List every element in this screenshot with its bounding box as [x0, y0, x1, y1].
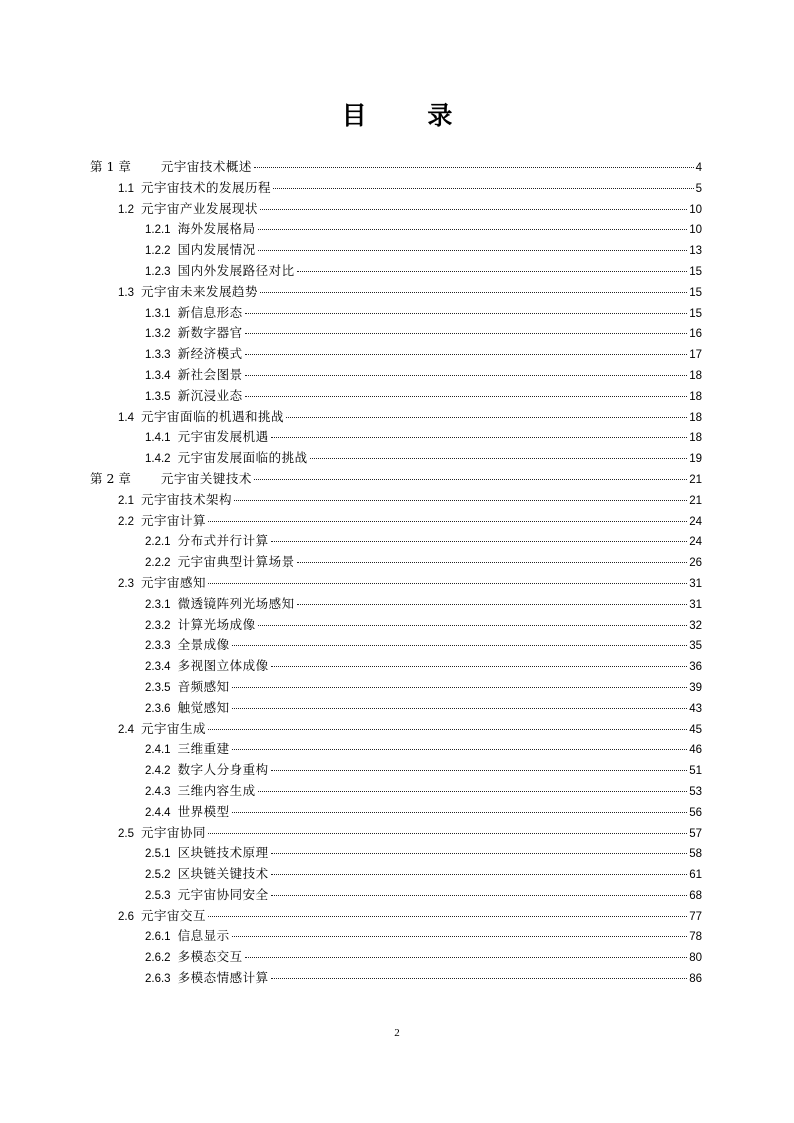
toc-entry[interactable]	[90, 615, 702, 636]
dot-leader	[273, 188, 694, 189]
toc-entry-number: 2.3.5	[145, 681, 171, 694]
toc-entry-number: 1.2.1	[145, 224, 171, 237]
toc-entry[interactable]	[90, 531, 702, 552]
toc-entry-title: 元宇宙技术的发展历程	[141, 179, 272, 195]
toc-entry-page: 15	[689, 265, 702, 278]
dot-leader	[245, 957, 688, 958]
dot-leader	[232, 708, 688, 709]
toc-entry-title: 元宇宙典型计算场景	[177, 554, 295, 570]
dot-leader	[258, 229, 688, 230]
toc-entry-title: 世界模型	[177, 803, 230, 819]
toc-entry-number: 2.3.1	[145, 598, 171, 611]
toc-entry-number: 2.3.4	[145, 661, 171, 674]
dot-leader	[297, 271, 688, 272]
toc-entry[interactable]	[90, 552, 702, 573]
toc-entry[interactable]	[90, 178, 702, 199]
page-number: 2	[394, 1027, 400, 1039]
dot-leader	[208, 833, 687, 834]
toc-entry[interactable]	[90, 282, 702, 303]
toc-entry[interactable]	[90, 802, 702, 823]
toc-entry-number: 2.4.1	[145, 744, 171, 757]
dot-leader	[271, 874, 688, 875]
dot-leader	[245, 354, 688, 355]
toc-entry-number: 1.3.1	[145, 307, 171, 320]
toc-entry-number: 2.5.3	[145, 889, 171, 902]
table-of-contents	[90, 157, 702, 989]
toc-entry-title: 分布式并行计算	[177, 533, 269, 549]
dot-leader	[245, 313, 688, 314]
toc-entry-number: 2.2	[118, 515, 134, 528]
toc-entry[interactable]	[90, 781, 702, 802]
toc-entry-title: 微透镜阵列光场感知	[177, 595, 295, 611]
toc-entry-number: 2.4.2	[145, 765, 171, 778]
toc-entry-page: 61	[689, 869, 702, 882]
toc-entry-title: 元宇宙技术概述	[160, 159, 252, 174]
toc-entry-number: 1.3.5	[145, 390, 171, 403]
dot-leader	[245, 333, 688, 334]
dot-leader	[271, 853, 688, 854]
dot-leader	[297, 562, 688, 563]
dot-leader	[260, 292, 687, 293]
toc-entry-page: 5	[695, 182, 702, 195]
toc-entry[interactable]	[90, 199, 702, 220]
toc-entry-page: 45	[689, 723, 702, 736]
toc-entry[interactable]	[90, 469, 702, 490]
toc-entry-page: 19	[689, 453, 702, 466]
toc-entry-number: 1.4.1	[145, 432, 171, 445]
toc-entry-title: 触觉感知	[177, 699, 230, 715]
toc-entry-title: 新经济模式	[177, 346, 243, 362]
dot-leader	[232, 749, 688, 750]
dot-leader	[271, 666, 688, 667]
dot-leader	[271, 437, 688, 438]
dot-leader	[271, 541, 688, 542]
toc-entry-title: 元宇宙未来发展趋势	[141, 283, 259, 299]
toc-entry-title: 元宇宙发展面临的挑战	[177, 450, 308, 466]
toc-entry-title: 新沉浸业态	[177, 387, 243, 403]
toc-entry-number: 1.3.4	[145, 369, 171, 382]
toc-entry-title: 三维重建	[177, 741, 230, 757]
toc-entry-title: 元宇宙产业发展现状	[141, 200, 259, 216]
dot-leader	[254, 479, 687, 480]
toc-entry-title: 数字人分身重构	[177, 762, 269, 778]
toc-entry-title: 元宇宙技术架构	[141, 491, 233, 507]
toc-entry-page: 39	[689, 681, 702, 694]
dot-leader	[232, 936, 688, 937]
toc-entry-page: 15	[689, 286, 702, 299]
toc-entry-title: 国内外发展路径对比	[177, 262, 295, 278]
toc-entry[interactable]	[90, 365, 702, 386]
toc-entry-number: 2.6	[118, 910, 134, 923]
toc-entry[interactable]	[90, 407, 702, 428]
toc-entry-number: 1.4	[118, 411, 134, 424]
toc-entry-title: 音频感知	[177, 678, 230, 694]
toc-entry-number: 1.3.2	[145, 328, 171, 341]
toc-entry-title: 计算光场成像	[177, 616, 256, 632]
toc-entry[interactable]	[90, 490, 702, 511]
toc-entry[interactable]	[90, 677, 702, 698]
toc-entry-title: 元宇宙关键技术	[160, 470, 252, 486]
toc-entry-title: 三维内容生成	[177, 782, 256, 798]
toc-entry-number: 2.2.1	[145, 536, 171, 549]
dot-leader	[286, 417, 687, 418]
toc-entry[interactable]	[90, 448, 702, 469]
dot-leader	[232, 812, 688, 813]
toc-entry[interactable]	[90, 926, 702, 947]
dot-leader	[234, 500, 687, 501]
toc-entry[interactable]	[90, 261, 702, 282]
toc-entry-page: 21	[689, 494, 702, 507]
toc-entry-page: 86	[689, 973, 702, 986]
toc-entry-number: 2.2.2	[145, 557, 171, 570]
toc-entry-title: 元宇宙计算	[141, 512, 207, 528]
toc-entry-number: 1.4.2	[145, 453, 171, 466]
dot-leader	[258, 250, 688, 251]
toc-entry-number: 1.3	[118, 286, 134, 299]
toc-entry-page: 16	[689, 328, 702, 341]
toc-entry[interactable]	[90, 157, 702, 178]
toc-entry-page: 26	[689, 557, 702, 570]
toc-entry[interactable]	[90, 386, 702, 407]
dot-leader	[297, 604, 688, 605]
toc-entry-page: 31	[689, 598, 702, 611]
toc-entry-page: 56	[689, 806, 702, 819]
toc-entry-page: 31	[689, 577, 702, 590]
toc-entry-number: 1.3.3	[145, 349, 171, 362]
toc-entry-number: 2.4.4	[145, 806, 171, 819]
dot-leader	[208, 521, 687, 522]
toc-entry-page: 15	[689, 307, 702, 320]
toc-entry-page: 10	[689, 203, 702, 216]
toc-entry-title: 新社会图景	[177, 366, 243, 382]
toc-entry-number: 2.3	[118, 577, 134, 590]
toc-entry[interactable]	[90, 573, 702, 594]
toc-entry-page: 80	[689, 952, 702, 965]
dot-leader	[232, 687, 688, 688]
toc-entry-number: 2.1	[118, 494, 134, 507]
toc-entry-number: 2.3.6	[145, 702, 171, 715]
toc-entry-page: 4	[695, 162, 702, 174]
toc-entry-title: 元宇宙交互	[141, 907, 207, 923]
toc-entry-number: 2.5.2	[145, 869, 171, 882]
toc-entry[interactable]	[90, 219, 702, 240]
dot-leader	[245, 396, 688, 397]
toc-entry-title: 元宇宙生成	[141, 720, 207, 736]
toc-entry-number: 1.2	[118, 203, 134, 216]
toc-entry-number: 第 2 章	[90, 470, 131, 486]
toc-entry[interactable]	[90, 843, 702, 864]
toc-entry-page: 21	[689, 473, 702, 486]
dot-leader	[260, 209, 687, 210]
toc-entry-number: 2.6.1	[145, 931, 171, 944]
toc-entry[interactable]	[90, 594, 702, 615]
toc-entry[interactable]	[90, 739, 702, 760]
toc-entry-page: 18	[689, 411, 702, 424]
toc-entry-page: 24	[689, 515, 702, 528]
dot-leader	[271, 978, 688, 979]
toc-entry-title: 多视图立体成像	[177, 658, 269, 674]
dot-leader	[310, 458, 688, 459]
toc-entry-title: 多模态交互	[177, 949, 243, 965]
dot-leader	[208, 916, 687, 917]
toc-entry[interactable]	[90, 760, 702, 781]
toc-entry[interactable]	[90, 968, 702, 989]
toc-entry-page: 68	[689, 889, 702, 902]
toc-entry-title: 信息显示	[177, 928, 230, 944]
toc-entry-page: 18	[689, 432, 702, 445]
toc-entry[interactable]	[90, 427, 702, 448]
toc-entry[interactable]	[90, 947, 702, 968]
toc-entry-page: 58	[689, 848, 702, 861]
dot-leader	[232, 645, 688, 646]
toc-entry-page: 10	[689, 224, 702, 237]
toc-entry[interactable]	[90, 885, 702, 906]
toc-entry-title: 元宇宙协同安全	[177, 886, 269, 902]
toc-entry-number: 2.6.3	[145, 973, 171, 986]
toc-entry[interactable]	[90, 323, 702, 344]
toc-entry-number: 1.2.3	[145, 265, 171, 278]
toc-entry-title: 区块链技术原理	[177, 845, 269, 861]
toc-entry-number: 第 1 章	[90, 159, 131, 174]
dot-leader	[208, 729, 687, 730]
toc-entry-number: 2.4.3	[145, 785, 171, 798]
toc-entry-number: 1.2.2	[145, 245, 171, 258]
toc-entry[interactable]	[90, 906, 702, 927]
toc-entry-title: 元宇宙面临的机遇和挑战	[141, 408, 285, 424]
toc-entry[interactable]	[90, 698, 702, 719]
toc-entry-title: 元宇宙感知	[141, 574, 207, 590]
toc-entry-title: 元宇宙协同	[141, 824, 207, 840]
dot-leader	[258, 791, 688, 792]
dot-leader	[271, 770, 688, 771]
toc-entry-page: 43	[689, 702, 702, 715]
toc-entry-number: 2.5	[118, 827, 134, 840]
toc-entry-title: 新信息形态	[177, 304, 243, 320]
page-title: 目 录	[341, 101, 479, 130]
toc-entry-number: 1.1	[118, 182, 134, 195]
toc-entry-page: 36	[689, 661, 702, 674]
toc-entry[interactable]	[90, 656, 702, 677]
dot-leader	[254, 167, 694, 168]
toc-entry-title: 多模态情感计算	[177, 970, 269, 986]
toc-entry-page: 77	[689, 910, 702, 923]
toc-entry[interactable]	[90, 635, 702, 656]
toc-entry-page: 35	[689, 640, 702, 653]
toc-entry-title: 国内发展情况	[177, 242, 256, 258]
toc-entry[interactable]	[90, 864, 702, 885]
toc-entry-page: 24	[689, 536, 702, 549]
toc-entry-number: 2.6.2	[145, 952, 171, 965]
toc-entry-page: 51	[689, 765, 702, 778]
toc-entry-page: 46	[689, 744, 702, 757]
toc-entry-page: 53	[689, 785, 702, 798]
toc-entry[interactable]	[90, 303, 702, 324]
toc-entry-page: 17	[689, 349, 702, 362]
toc-entry-number: 2.5.1	[145, 848, 171, 861]
toc-entry[interactable]	[90, 344, 702, 365]
toc-entry-title: 新数字器官	[177, 325, 243, 341]
dot-leader	[258, 625, 688, 626]
toc-entry-page: 32	[689, 619, 702, 632]
toc-entry[interactable]	[90, 823, 702, 844]
toc-entry-page: 18	[689, 369, 702, 382]
dot-leader	[245, 375, 688, 376]
toc-entry-page: 13	[689, 245, 702, 258]
toc-entry[interactable]	[90, 511, 702, 532]
toc-entry[interactable]	[90, 719, 702, 740]
toc-entry-number: 2.3.2	[145, 619, 171, 632]
toc-entry-title: 海外发展格局	[177, 221, 256, 237]
dot-leader	[271, 895, 688, 896]
toc-entry-title: 全景成像	[177, 637, 230, 653]
toc-entry[interactable]	[90, 240, 702, 261]
toc-entry-number: 2.3.3	[145, 640, 171, 653]
dot-leader	[208, 583, 687, 584]
toc-entry-page: 18	[689, 390, 702, 403]
toc-entry-title: 区块链关键技术	[177, 866, 269, 882]
toc-entry-title: 元宇宙发展机遇	[177, 429, 269, 445]
toc-entry-page: 57	[689, 827, 702, 840]
toc-entry-number: 2.4	[118, 723, 134, 736]
toc-entry-page: 78	[689, 931, 702, 944]
